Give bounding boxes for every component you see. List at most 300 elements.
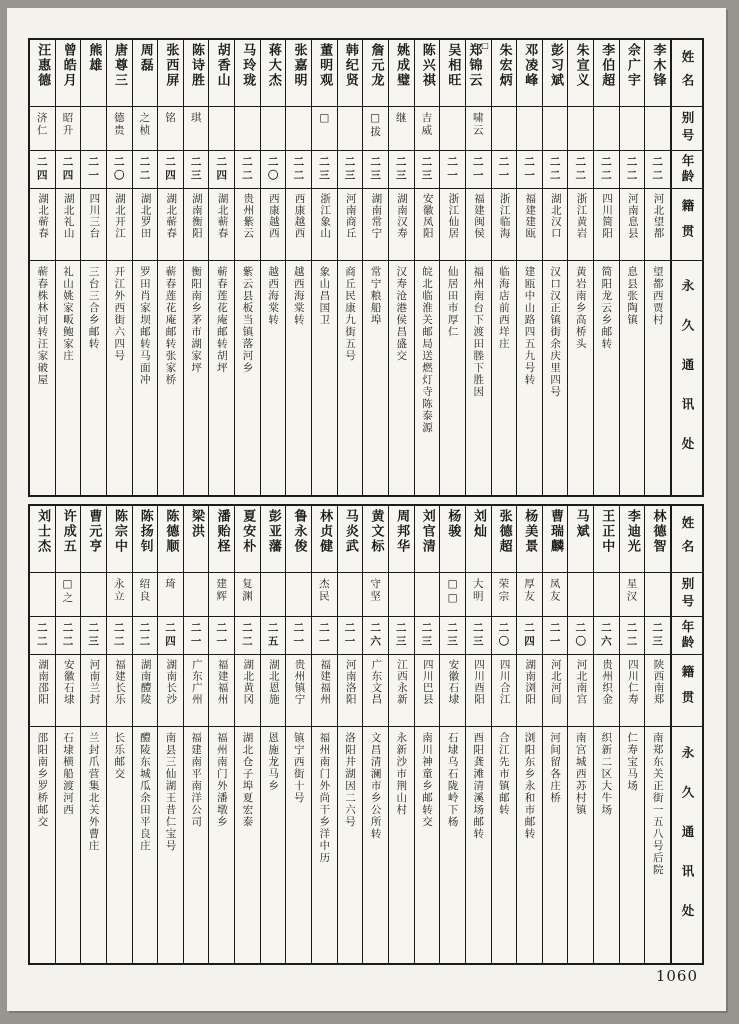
entry-native-place-cell	[594, 189, 619, 261]
entry-name-cell	[620, 40, 645, 107]
person-name: 张德超	[496, 509, 512, 554]
person-name: 夏安朴	[240, 509, 256, 554]
person-alias: 铭	[164, 112, 176, 125]
entry-name-cell	[261, 40, 286, 107]
person-age: 二三	[471, 622, 484, 649]
entry-age-cell	[184, 151, 209, 189]
registry-table-top	[28, 38, 704, 497]
person-name: 彭亚藩	[265, 509, 281, 554]
person-name: 彭习斌	[547, 43, 563, 88]
person-native-place: 河北河间	[549, 659, 562, 705]
person-age: 二二	[651, 156, 664, 183]
person-address: 湖北仓子埠夏宏泰	[241, 732, 254, 828]
directory-entry-column	[260, 40, 286, 495]
directory-entry-column	[516, 40, 542, 495]
person-name: 潘贻柽	[214, 509, 230, 554]
person-age: 二三	[87, 622, 100, 649]
entry-native-place-cell	[645, 189, 670, 261]
entry-age-cell	[415, 151, 440, 189]
entry-name-cell	[184, 40, 209, 107]
entry-name-cell	[492, 40, 517, 107]
person-age: 二〇	[266, 156, 279, 183]
person-name: 李迪光	[624, 509, 640, 554]
person-native-place: 河南商丘	[344, 193, 357, 239]
entry-native-place-cell	[312, 655, 337, 727]
person-age: 二三	[446, 622, 459, 649]
directory-entry-column	[208, 506, 234, 963]
person-name: 李伯超	[599, 43, 615, 88]
person-name: 陈兴祺	[419, 43, 435, 88]
person-age: 二一	[548, 622, 561, 649]
header-native-place-cell	[672, 189, 702, 261]
entry-alias-cell	[543, 107, 568, 151]
entry-age-cell	[261, 617, 286, 655]
person-age: 二二	[138, 622, 151, 649]
header-age-cell	[672, 151, 702, 189]
entry-address-cell	[81, 261, 106, 495]
person-age: 二二	[112, 622, 125, 649]
entry-address-cell	[594, 261, 619, 495]
person-name: 周磊	[137, 43, 153, 73]
person-age: 二三	[420, 156, 433, 183]
person-native-place: 河南息县	[626, 193, 639, 239]
entry-age-cell	[312, 617, 337, 655]
person-address: 南县三仙湖王昔仁宝号	[164, 732, 177, 852]
person-name: 刘灿	[471, 509, 487, 539]
person-age: 二五	[266, 622, 279, 649]
person-age: 二三	[420, 622, 433, 649]
directory-entry-column	[132, 506, 158, 963]
person-address: 福州南门外潘墩乡	[215, 732, 228, 828]
entry-native-place-cell	[466, 189, 491, 261]
directory-entry-column	[55, 40, 81, 495]
person-address: 常宁粮船埠	[369, 266, 382, 326]
person-native-place: 贵州镇宁	[293, 659, 306, 705]
entry-age-cell	[415, 617, 440, 655]
person-name: 曹元亨	[86, 509, 102, 554]
entry-native-place-cell	[492, 655, 517, 727]
entry-age-cell	[133, 151, 158, 189]
entry-age-cell	[209, 151, 234, 189]
person-age: 二二	[61, 622, 74, 649]
entry-native-place-cell	[235, 189, 260, 261]
directory-entry-column	[30, 40, 55, 495]
person-alias: 琪	[189, 112, 202, 125]
entry-alias-cell	[338, 107, 363, 151]
entry-native-place-cell	[30, 655, 55, 727]
person-address: 文昌清澜市乡公所转	[369, 732, 382, 840]
entry-name-cell	[389, 506, 414, 573]
entry-address-cell	[363, 261, 388, 495]
entry-native-place-cell	[286, 189, 311, 261]
person-native-place: 湖北罗田	[139, 193, 152, 239]
entry-native-place-cell	[158, 655, 183, 727]
entry-address-cell	[286, 261, 311, 495]
entry-alias-cell	[517, 107, 542, 151]
entry-alias-cell	[568, 107, 593, 151]
directory-entry-column	[491, 506, 517, 963]
directory-entry-column	[80, 40, 106, 495]
entry-name-cell	[81, 40, 106, 107]
entry-native-place-cell	[312, 189, 337, 261]
directory-entry-column	[414, 506, 440, 963]
directory-entry-column	[567, 40, 593, 495]
person-native-place: 湖南汉寿	[396, 193, 409, 239]
person-address: 织新二区大牛场	[600, 732, 613, 816]
entry-native-place-cell	[440, 189, 465, 261]
entry-alias-cell	[209, 573, 234, 617]
person-age: 二二	[574, 156, 587, 183]
person-native-place: 福建长乐	[114, 659, 126, 705]
entry-alias-cell	[466, 573, 491, 617]
person-name: 刘官清	[419, 509, 435, 554]
header-name-cell	[672, 506, 702, 573]
entry-native-place-cell	[338, 655, 363, 727]
entry-native-place-cell	[261, 655, 286, 727]
person-name: 陈诗胜	[188, 43, 204, 88]
person-native-place: 安徽凤阳	[421, 193, 434, 239]
entry-native-place-cell	[56, 189, 81, 261]
person-name: 吴相旺	[445, 43, 461, 88]
person-age: 二二	[138, 156, 151, 183]
person-age: 二一	[471, 156, 484, 183]
person-alias: 济仁	[35, 112, 48, 137]
person-age: 二四	[164, 156, 176, 183]
entry-age-cell	[184, 617, 209, 655]
person-native-place: 四川巴县	[421, 659, 434, 705]
person-native-place: 福建福州	[216, 659, 229, 705]
header-alias-cell	[672, 573, 702, 617]
entry-name-cell	[568, 40, 593, 107]
entry-age-cell	[81, 151, 106, 189]
entry-address-cell	[620, 727, 645, 963]
entry-age-cell	[517, 151, 542, 189]
directory-entry-column	[285, 40, 311, 495]
entry-age-cell	[492, 617, 517, 655]
entry-age-cell	[363, 151, 388, 189]
person-name: 马斌	[573, 509, 589, 539]
person-alias: 啸云	[471, 112, 484, 137]
person-native-place: 四川酉阳	[472, 659, 485, 705]
person-alias: 星汉	[625, 578, 638, 603]
entry-age-cell	[594, 151, 619, 189]
entry-native-place-cell	[30, 189, 55, 261]
directory-entry-column	[567, 506, 593, 963]
person-age: 二三	[343, 156, 356, 183]
entry-address-cell	[389, 261, 414, 495]
entry-native-place-cell	[286, 655, 311, 727]
header-native-place-label: 籍贯	[680, 199, 695, 250]
entry-native-place-cell	[440, 655, 465, 727]
entry-address-cell	[209, 727, 234, 963]
person-name: 王正中	[599, 509, 615, 554]
person-name: 许成五	[60, 509, 76, 554]
person-address: 罗田肖家坝邮转马面冲	[138, 266, 151, 386]
person-native-place: 湖南衡阳	[190, 193, 203, 239]
directory-entry-column	[593, 40, 619, 495]
person-native-place: 湖北蕲春	[216, 193, 229, 239]
person-alias: 建辉	[215, 578, 228, 603]
entry-alias-cell	[440, 107, 465, 151]
person-address: 息县张陶镇	[626, 266, 639, 326]
directory-entry-column	[80, 506, 106, 963]
entry-alias-cell	[645, 573, 670, 617]
directory-entry-column	[465, 40, 491, 495]
entry-alias-cell	[184, 573, 209, 617]
page-number: 1060	[655, 967, 698, 985]
entry-alias-cell	[56, 573, 81, 617]
person-age: 二三	[189, 156, 202, 183]
person-native-place: 湖北礼山	[62, 193, 75, 239]
entry-alias-cell	[389, 107, 414, 151]
person-alias: 琦	[164, 578, 176, 591]
person-address: 南宫城西苏村镇	[574, 732, 587, 816]
person-native-place: 湖南醴陵	[139, 659, 152, 705]
person-address: 开江外西街六四号	[113, 266, 126, 362]
entry-alias-cell	[363, 573, 388, 617]
person-name: 熊雄	[86, 43, 102, 73]
entry-alias-cell	[158, 107, 183, 151]
person-address: 蕲春莲花庵邮转胡坪	[215, 266, 228, 374]
person-name: 邓凌峰	[522, 43, 538, 88]
person-age: 二六	[599, 622, 612, 649]
person-address: 酉阳龚滩清溪场邮转	[472, 732, 485, 840]
entry-native-place-cell	[415, 189, 440, 261]
person-address: 洛阳井湖因二六号	[344, 732, 357, 828]
entry-address-cell	[81, 727, 106, 963]
entry-alias-cell	[286, 107, 311, 151]
entry-native-place-cell	[56, 655, 81, 727]
person-native-place: 陕西南郑	[652, 659, 665, 705]
person-address: 简阳龙云乡邮转	[600, 266, 613, 350]
entry-age-cell	[81, 617, 106, 655]
entry-address-cell	[645, 261, 670, 495]
person-name: 马炎武	[342, 509, 358, 554]
entry-address-cell	[543, 727, 568, 963]
person-native-place: 湖北汉口	[549, 193, 562, 239]
entry-alias-cell	[568, 573, 593, 617]
person-native-place: 广东文昌	[370, 659, 383, 705]
person-native-place: 广东广州	[190, 659, 203, 705]
directory-entry-column	[439, 506, 465, 963]
entry-age-cell	[30, 151, 55, 189]
person-address: 临海店前西垟庄	[497, 266, 510, 350]
entry-age-cell	[338, 151, 363, 189]
entry-native-place-cell	[620, 189, 645, 261]
entry-native-place-cell	[209, 189, 234, 261]
person-address: 合江先市镇邮转	[497, 732, 510, 816]
directory-entry-column	[311, 40, 337, 495]
entry-age-cell	[338, 617, 363, 655]
directory-entry-column	[362, 506, 388, 963]
entry-native-place-cell	[107, 189, 132, 261]
person-native-place: 湖南浏阳	[524, 659, 537, 705]
person-alias: □之	[61, 578, 74, 605]
entry-age-cell	[107, 151, 132, 189]
person-address: 黄岩南乡高桥头	[574, 266, 587, 350]
person-age: 二二	[240, 622, 253, 649]
entry-alias-cell	[363, 107, 388, 151]
entry-native-place-cell	[209, 655, 234, 727]
entry-address-cell	[568, 261, 593, 495]
entry-alias-cell	[440, 573, 465, 617]
person-native-place: 四川简阳	[601, 193, 614, 239]
entry-age-cell	[568, 151, 593, 189]
entry-age-cell	[389, 151, 414, 189]
entry-age-cell	[492, 151, 517, 189]
entry-address-cell	[235, 727, 260, 963]
header-age-label: 年龄	[680, 154, 695, 185]
directory-entry-column	[337, 506, 363, 963]
header-address-cell	[672, 727, 702, 963]
entry-age-cell	[517, 617, 542, 655]
directory-entry-column	[644, 506, 670, 963]
person-age: 二三	[369, 156, 382, 183]
person-address: 长乐邮交	[113, 732, 126, 780]
entry-address-cell	[568, 727, 593, 963]
person-native-place: 浙江临海	[498, 193, 511, 239]
entry-address-cell	[107, 727, 132, 963]
person-alias: 昭升	[61, 112, 74, 137]
directory-entry-column	[439, 40, 465, 495]
directory-entry-column	[542, 506, 568, 963]
person-age: 二二	[625, 156, 638, 183]
entry-name-cell	[543, 40, 568, 107]
person-age: 二二	[599, 156, 612, 183]
directory-entry-column	[208, 40, 234, 495]
entry-alias-cell	[209, 107, 234, 151]
entry-alias-cell	[594, 573, 619, 617]
entry-name-cell	[338, 40, 363, 107]
directory-entry-column	[619, 40, 645, 495]
entry-name-cell	[517, 506, 542, 573]
entry-address-cell	[184, 261, 209, 495]
entry-name-cell	[107, 506, 132, 573]
entry-alias-cell	[338, 573, 363, 617]
entry-address-cell	[517, 261, 542, 495]
entry-alias-cell	[107, 573, 132, 617]
person-native-place: 浙江黄岩	[575, 193, 588, 239]
person-alias: 绍良	[138, 578, 151, 603]
person-name: 梁洪	[188, 509, 204, 539]
directory-entry-column	[465, 506, 491, 963]
entry-alias-cell	[133, 573, 158, 617]
person-name: 张西屏	[163, 43, 179, 88]
entry-alias-cell	[30, 573, 55, 617]
person-alias: 杰民	[317, 578, 330, 603]
entry-address-cell	[158, 727, 183, 963]
entry-age-cell	[261, 151, 286, 189]
entry-age-cell	[645, 151, 670, 189]
person-name: 唐尊三	[112, 43, 128, 88]
person-age: 二二	[240, 156, 253, 183]
entry-native-place-cell	[415, 655, 440, 727]
person-age: 二六	[369, 622, 382, 649]
entry-alias-cell	[107, 107, 132, 151]
entry-age-cell	[286, 151, 311, 189]
person-address: 衡阳南乡茅市湖家坪	[190, 266, 203, 374]
entry-native-place-cell	[594, 655, 619, 727]
person-address: 紫云县板当镇落河乡	[241, 266, 254, 374]
person-native-place: 湖南长沙	[165, 659, 178, 705]
person-age: 二二	[35, 622, 48, 649]
person-native-place: 河南洛阳	[344, 659, 357, 705]
person-native-place: 浙江象山	[319, 193, 332, 239]
header-alias-label: 别号	[680, 577, 695, 612]
person-address: 福州南门外尚干乡洋中历	[318, 732, 331, 864]
person-name: 朱宣义	[573, 43, 589, 88]
entry-name-cell	[286, 506, 311, 573]
entry-address-cell	[56, 727, 81, 963]
entry-age-cell	[56, 617, 81, 655]
entry-age-cell	[543, 617, 568, 655]
entry-address-cell	[235, 261, 260, 495]
person-alias: 荣宗	[497, 578, 510, 603]
entry-name-cell	[543, 506, 568, 573]
person-address: 越西海棠转	[292, 266, 305, 326]
person-native-place: 湖北开江	[114, 193, 126, 239]
person-address: 建瓯中山路四五九号转	[523, 266, 536, 386]
header-address-label: 永久通讯处	[680, 746, 695, 944]
entry-name-cell	[56, 506, 81, 573]
person-name: 李木锋	[650, 43, 666, 88]
header-alias-label: 别号	[680, 111, 695, 146]
person-name: 汪惠德	[35, 43, 51, 88]
entry-alias-cell	[594, 107, 619, 151]
entry-address-cell	[209, 261, 234, 495]
entry-address-cell	[492, 261, 517, 495]
person-name: 陈宗中	[112, 509, 128, 554]
header-address-label: 永久通讯处	[680, 279, 695, 477]
person-address: 河间留各庄桥	[549, 732, 562, 804]
person-name: 董明观	[317, 43, 333, 88]
person-age: 二四	[61, 156, 74, 183]
person-address: 福州南台下渡田塍下胜因	[472, 266, 485, 398]
entry-alias-cell	[261, 573, 286, 617]
entry-name-cell	[466, 506, 491, 573]
person-native-place: 福建福州	[319, 659, 332, 705]
person-address: 蕲春莲花庵邮转张家桥	[164, 266, 177, 386]
person-name: 佘广宇	[624, 43, 640, 88]
entry-age-cell	[158, 151, 183, 189]
entry-age-cell	[30, 617, 55, 655]
person-age: 二三	[394, 622, 407, 649]
entry-address-cell	[466, 261, 491, 495]
entry-age-cell	[440, 151, 465, 189]
person-address: 商丘民康九街五号	[344, 266, 357, 362]
person-alias: 凤友	[548, 578, 561, 603]
person-native-place: 贵州紫云	[242, 193, 255, 239]
person-native-place: 江西永新	[396, 659, 409, 705]
entry-alias-cell	[620, 107, 645, 151]
entry-name-cell	[466, 40, 491, 107]
entry-alias-cell	[81, 107, 106, 151]
person-alias: 复渊	[240, 578, 253, 603]
person-native-place: 湖北恩施	[267, 659, 280, 705]
person-age: 二一	[189, 622, 202, 649]
person-native-place: 安徽石埭	[62, 659, 75, 705]
person-native-place: 四川合江	[498, 659, 511, 705]
table-header-column	[670, 506, 702, 963]
entry-name-cell	[312, 506, 337, 573]
person-native-place: 西康越西	[293, 193, 306, 239]
entry-alias-cell	[312, 573, 337, 617]
directory-entry-column	[388, 40, 414, 495]
entry-age-cell	[620, 151, 645, 189]
entry-name-cell	[133, 506, 158, 573]
entry-name-cell	[517, 40, 542, 107]
person-address: 镇宁西街十号	[292, 732, 305, 804]
